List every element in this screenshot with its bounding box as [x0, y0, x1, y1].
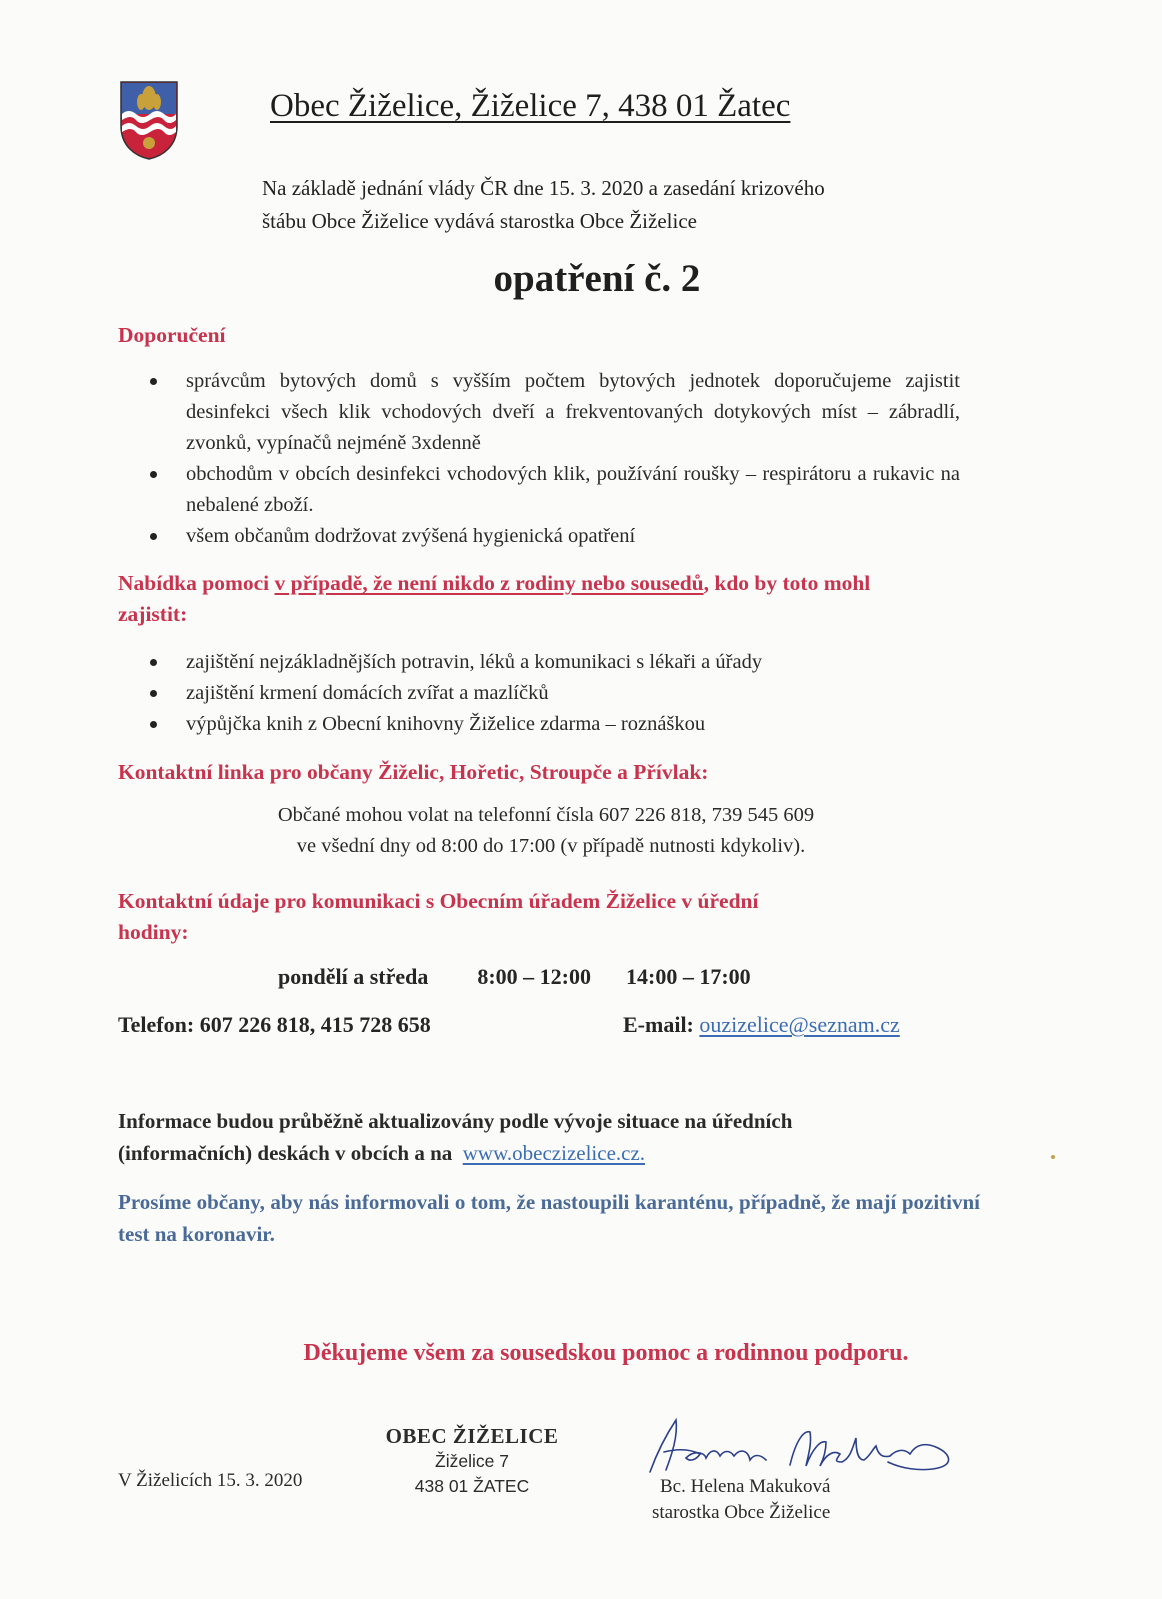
stamp-city: 438 01 ŽATEC [414, 1476, 530, 1496]
email-label: E-mail: [623, 1012, 694, 1037]
intro-line-2: štábu Obce Žiželice vydává starostka Obce Žiželice [262, 209, 697, 233]
signer-role: starostka Obce Žiželice [652, 1502, 831, 1523]
hotline-heading: Kontaktní linka pro občany Žiželic, Hořetic, Stroupče a Přívlak: [118, 760, 709, 784]
hotline-line-2: ve všední dny od 8:00 do 17:00 (v případě nutnosti kdykoliv). [296, 835, 806, 857]
place-date: V Žiželicích 15. 3. 2020 [118, 1470, 303, 1491]
municipal-stamp [362, 1424, 582, 1499]
thanks-text-content: Děkujeme všem za sousedskou pomoc a rodinnou podporu. [303, 1340, 909, 1366]
help-offer-heading-part2: , kdo by toto mohl zajistit: [118, 571, 871, 626]
help-offer-heading-underlined: v případě, že není nikdo z rodiny nebo sousedů [274, 571, 704, 595]
please-text: Prosíme občany, aby nás informovali o tom, že nastoupili karanténu, případně, že mají pozitivní test na koronavir. [118, 1190, 980, 1246]
email-link[interactable]: ouzizelice@seznam.cz [699, 1012, 900, 1037]
office-heading-line-1: Kontaktní údaje pro komunikaci s Obecním úřadem Žiželice v úřední [118, 889, 759, 913]
stamp-street: Žiželice 7 [435, 1451, 509, 1471]
help-offer-list [118, 647, 1008, 740]
list-item: všem občanům dodržovat zvýšená hygienická opatření [118, 521, 960, 552]
email-row [623, 1012, 900, 1038]
list-item: zajištění nejzákladnějších potravin, léků a komunikaci s lékaři a úřady [118, 647, 1008, 678]
recommendations-list [118, 366, 960, 552]
measure-title [0, 256, 1162, 301]
scan-speck [1051, 1155, 1055, 1159]
phone-row [118, 1012, 431, 1038]
office-hours-morning: 8:00 – 12:00 [477, 964, 592, 989]
info-text [118, 1105, 980, 1169]
office-days: pondělí a středa [278, 964, 429, 989]
recommendations-heading: Doporučení [118, 323, 226, 347]
office-heading-line-2: hodiny: [118, 920, 189, 944]
header-title: Obec Žiželice, Žiželice 7, 438 01 Žatec [270, 88, 791, 124]
help-offer-heading [118, 568, 938, 630]
coat-of-arms-icon [119, 80, 179, 160]
list-item: správcům bytových domů s vyšším počtem bytových jednotek doporučujeme zajistit desinfekci všech klik vchodových dveří a frekventovaných dotykových míst – zábradlí, zvonků, vypínačů nejméně 3xdenně [118, 366, 960, 459]
thanks-text [0, 1340, 1162, 1367]
hotline-line-1: Občané mohou volat na telefonní čísla 607 226 818, 739 545 609 [277, 804, 815, 826]
intro-text [262, 172, 825, 238]
info-line-1: Informace budou průběžně aktualizovány podle vývoje situace na úředních [118, 1109, 793, 1133]
signer-block [652, 1474, 830, 1526]
phone-label: Telefon: [118, 1012, 195, 1037]
info-line-2-text: (informačních) deskách v obcích a na [118, 1141, 453, 1165]
hotline-text [0, 800, 1162, 862]
help-offer-heading-part1: Nabídka pomoci [118, 571, 270, 595]
intro-line-1: Na základě jednání vlády ČR dne 15. 3. 2020 a zasedání krizového [262, 176, 825, 200]
phone-numbers: 607 226 818, 415 728 658 [199, 1012, 431, 1037]
list-item: obchodům v obcích desinfekci vchodových klik, používání roušky – respirátoru a rukavic na nebalené zboží. [118, 459, 960, 521]
office-hours-afternoon: 14:00 – 17:00 [626, 964, 751, 989]
office-hours-row [278, 964, 751, 990]
list-item: zajištění krmení domácích zvířat a mazlíčků [118, 678, 1008, 709]
signature-icon [620, 1410, 970, 1480]
website-link[interactable]: www.obeczizelice.cz. [462, 1141, 646, 1165]
signer-name: Bc. Helena Makuková [660, 1476, 831, 1497]
stamp-name: OBEC ŽIŽELICE [385, 1424, 559, 1448]
measure-title-text: opatření č. 2 [493, 257, 701, 300]
office-heading [118, 886, 758, 948]
list-item: výpůjčka knih z Obecní knihovny Žiželice zdarma – roznáškou [118, 709, 1008, 740]
info-line-2 [118, 1137, 980, 1169]
